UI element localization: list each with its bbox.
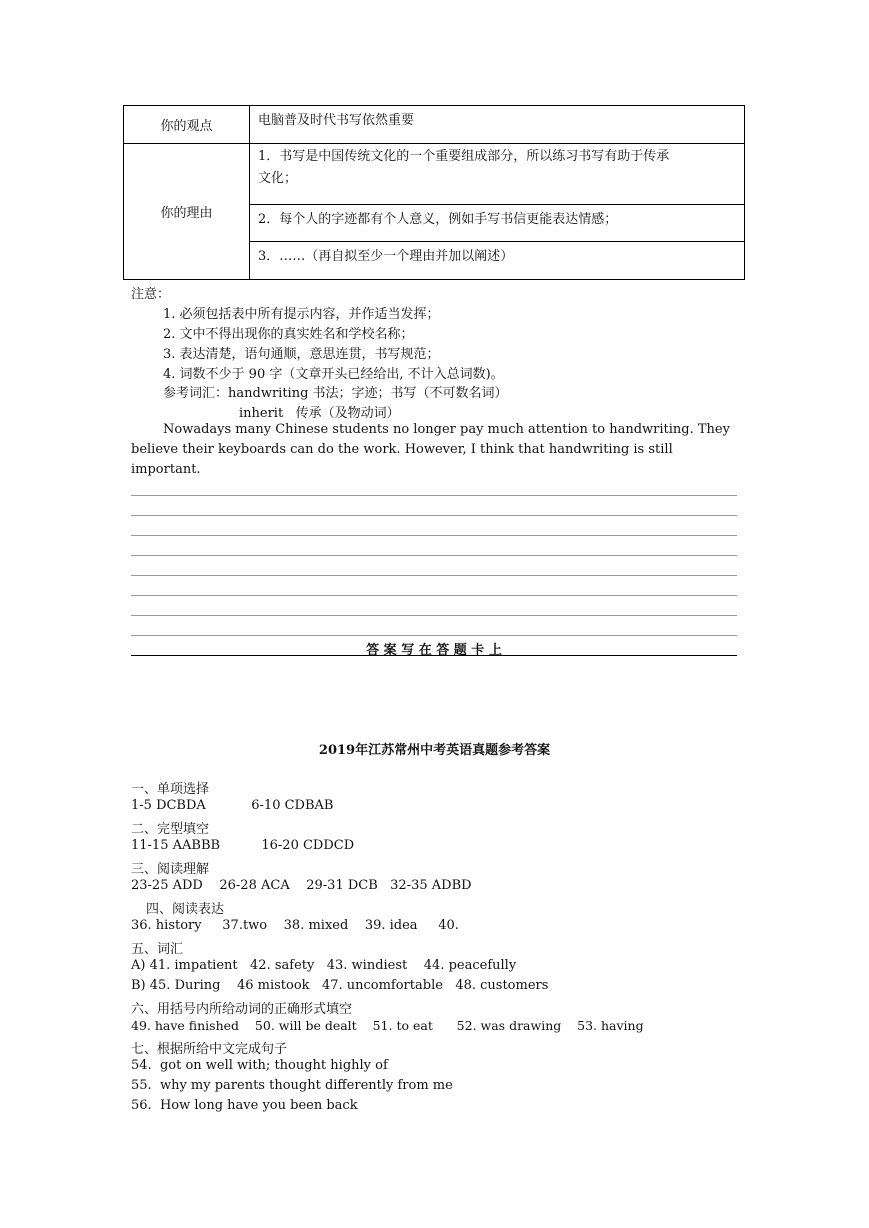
writing-line — [131, 535, 737, 536]
essay-line-2: believe their keyboards can do the work. However, I think that handwriting is still — [131, 442, 673, 457]
reason-1 — [250, 144, 745, 205]
reasons-label: 你的理由 — [124, 144, 250, 280]
opinion-content: 电脑普及时代书写依然重要 — [250, 106, 745, 144]
section-1-title: 一、单项选择 — [131, 782, 210, 797]
section-2-title: 二、完型填空 — [131, 822, 210, 837]
writing-line — [131, 635, 737, 636]
writing-line — [131, 575, 737, 576]
reason-1-line-1: 1．书写是中国传统文化的一个重要组成部分，所以练习书写有助于传承 — [258, 149, 670, 164]
section-4-answers: 36. history 37.two 38. mixed 39. idea 40. — [131, 918, 459, 933]
answer-56: 56. How long have you been back — [131, 1098, 358, 1113]
section-3-title: 三、阅读理解 — [131, 862, 210, 877]
section-2-answers: 11-15 AABBB 16-20 CDDCD — [131, 838, 355, 853]
note-4: 4. 词数不少于 90 字（文章开头已经给出, 不计入总词数)。 — [163, 367, 504, 382]
essay-line-1: Nowadays many Chinese students no longer pay much attention to handwriting. They — [163, 422, 730, 437]
section-6-answers: 49. have finished 50. will be dealt 51. to eat 52. was drawing 53. having — [131, 1018, 644, 1033]
section-4-title: 四、阅读表达 — [146, 902, 225, 917]
writing-line — [131, 515, 737, 516]
section-7-title: 七、根据所给中文完成句子 — [131, 1042, 288, 1057]
notice-underline — [131, 655, 737, 656]
answers-title: 2019年江苏常州中考英语真题参考答案 — [318, 743, 551, 758]
vocab-handwriting: 参考词汇：handwriting 书法；字迹；书写（不可数名词） — [163, 386, 508, 401]
section-6-title: 六、用括号内所给动词的正确形式填空 — [131, 1002, 353, 1017]
section-5-title: 五、词汇 — [131, 942, 184, 957]
section-1-answers: 1-5 DCBDA 6-10 CDBAB — [131, 798, 334, 813]
reason-3: 3．……（再自拟至少一个理由并加以阐述） — [250, 242, 745, 280]
opinion-table — [123, 105, 745, 280]
answer-card-notice: 答 案 写 在 答 题 卡 上 — [366, 643, 502, 658]
note-2: 2. 文中不得出现你的真实姓名和学校名称； — [163, 327, 414, 342]
reason-1-line-2: 文化； — [258, 171, 298, 186]
reason-2: 2．每个人的字迹都有个人意义，例如手写书信更能表达情感； — [250, 205, 745, 242]
writing-line — [131, 615, 737, 616]
section-5-answers-a: A) 41. impatient 42. safety 43. windiest 44. peacefully — [131, 958, 517, 973]
opinion-label: 你的观点 — [124, 106, 250, 144]
vocab-inherit: inherit 传承（及物动词） — [239, 406, 400, 421]
section-5-answers-b: B) 45. During 46 mistook 47. uncomfortable 48. customers — [131, 978, 549, 993]
writing-line — [131, 595, 737, 596]
writing-line — [131, 555, 737, 556]
notes-title: 注意： — [131, 287, 171, 302]
section-3-answers: 23-25 ADD 26-28 ACA 29-31 DCB 32-35 ADBD — [131, 878, 472, 893]
answer-55: 55. why my parents thought differently from me — [131, 1078, 453, 1093]
writing-line — [131, 495, 737, 496]
note-3: 3. 表达清楚，语句通顺，意思连贯，书写规范； — [163, 347, 440, 362]
note-1: 1. 必须包括表中所有提示内容，并作适当发挥； — [163, 307, 440, 322]
essay-line-3: important. — [131, 462, 201, 477]
answer-54: 54. got on well with; thought highly of — [131, 1058, 388, 1073]
